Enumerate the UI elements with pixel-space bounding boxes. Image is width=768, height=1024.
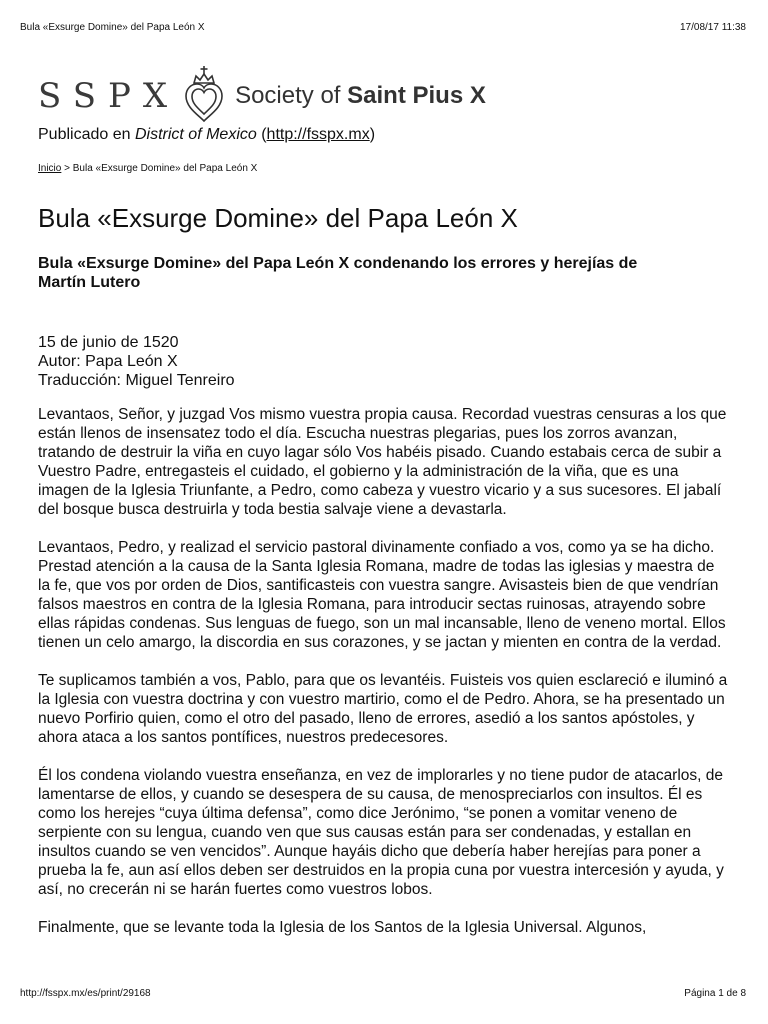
article-translation: Traducción: Miguel Tenreiro — [38, 372, 235, 389]
site-link[interactable]: http://fsspx.mx — [266, 126, 370, 143]
sspx-logo[interactable] — [38, 66, 486, 126]
article-subtitle: Bula «Exsurge Domine» del Papa León X condenando los errores y herejías de Martín Lutero — [38, 255, 638, 291]
article-date: 15 de junio de 1520 — [38, 334, 179, 351]
article-body — [38, 405, 730, 956]
breadcrumb — [38, 163, 257, 174]
district-name: District of Mexico — [134, 126, 257, 143]
print-header-datetime: 17/08/17 11:38 — [680, 22, 746, 33]
body-paragraph: Levantaos, Señor, y juzgad Vos mismo vuestra propia causa. Recordad vuestras censuras a los que están llenos de insensatez todo el día. Escucha nuestras plegarias, pues los zorros avanzan, tratando de destruir la viña en cuyo lagar sólo Vos habéis pisado. Cuando estabais cerca de subir a Vuestro Padre, entregasteis el cuidado, el gobierno y la administración de la viña, que es una imagen de la Iglesia Triunfante, a Pedro, como cabeza y vuestro vicario y a sus sucesores. El jabalí del bosque busca destruirla y toda bestia salvaje viene a devastarla. — [38, 406, 727, 518]
article-meta — [38, 333, 235, 390]
body-paragraph: Te suplicamos también a vos, Pablo, para que os levantéis. Fuisteis vos quien esclareció e iluminó a la Iglesia con vuestra doctrina y con vuestro martirio, como el de Pedro. Ahora, se ha presentado un nuevo Porfirio quien, como el otro del pasado, lleno de errores, asedió a los santos apóstoles, y ahora ataca a los santos pontífices, nuestros predecesores. — [38, 672, 728, 746]
sacred-heart-crown-icon — [183, 65, 225, 128]
body-paragraph: Él los condena violando vuestra enseñanza, en vez de implorarles y no tiene pudor de atacarlos, de lamentarse de ellos, y cuando se desespera de su causa, de menospreciarlos con insultos. Él es como los herejes “cuya última defensa”, como dice Jerónimo, “se ponen a vomitar veneno de serpiente con su lengua, cuando ven que sus causas están para ser condenadas, y estallan en insultos cuando se ven vencidos”. Aunque hayáis dicho que debería haber herejías para poner a prueba la fe, aun así ellos deben ser destruidos en la propia cuna por vuestra intercesión y ayuda, y así, no crecerán ni se harán fuertes como vuestros lobos. — [38, 767, 724, 898]
print-footer-url: http://fsspx.mx/es/print/29168 — [20, 988, 151, 999]
breadcrumb-home-link[interactable]: Inicio — [38, 163, 62, 174]
logo-society-name: Society of Saint Pius X — [235, 82, 486, 109]
body-paragraph: Levantaos, Pedro, y realizad el servicio pastoral divinamente confiado a vos, como ya se ha dicho. Prestad atención a la causa de la Santa Iglesia Romana, madre de todas las iglesias y maestra de la fe, que vos por orden de Dios, santificasteis con vuestra sangre. Avisasteis bien de que vendrían falsos maestros en contra de la Iglesia Romana, para introducir sectas ruinosas, atrayendo sobre ellas rápidas condenas. Sus lenguas de fuego, son un mal incansable, lleno de veneno mortal. Ellos tienen un celo amargo, la discordia en sus corazones, y se jactan y mienten en contra de la verdad. — [38, 539, 726, 651]
breadcrumb-current: Bula «Exsurge Domine» del Papa León X — [72, 163, 258, 174]
breadcrumb-separator: > — [61, 163, 73, 174]
logo-abbrev: SSPX — [38, 76, 180, 116]
print-header-title: Bula «Exsurge Domine» del Papa León X — [20, 22, 205, 33]
published-in-line: Publicado en District of Mexico (http://fsspx.mx) — [38, 126, 376, 143]
print-footer-page-number: Página 1 de 8 — [684, 988, 746, 999]
article-author: Autor: Papa León X — [38, 353, 178, 370]
body-paragraph: Finalmente, que se levante toda la Iglesia de los Santos de la Iglesia Universal. Algunos, — [38, 919, 647, 936]
page-title: Bula «Exsurge Domine» del Papa León X — [38, 203, 518, 233]
